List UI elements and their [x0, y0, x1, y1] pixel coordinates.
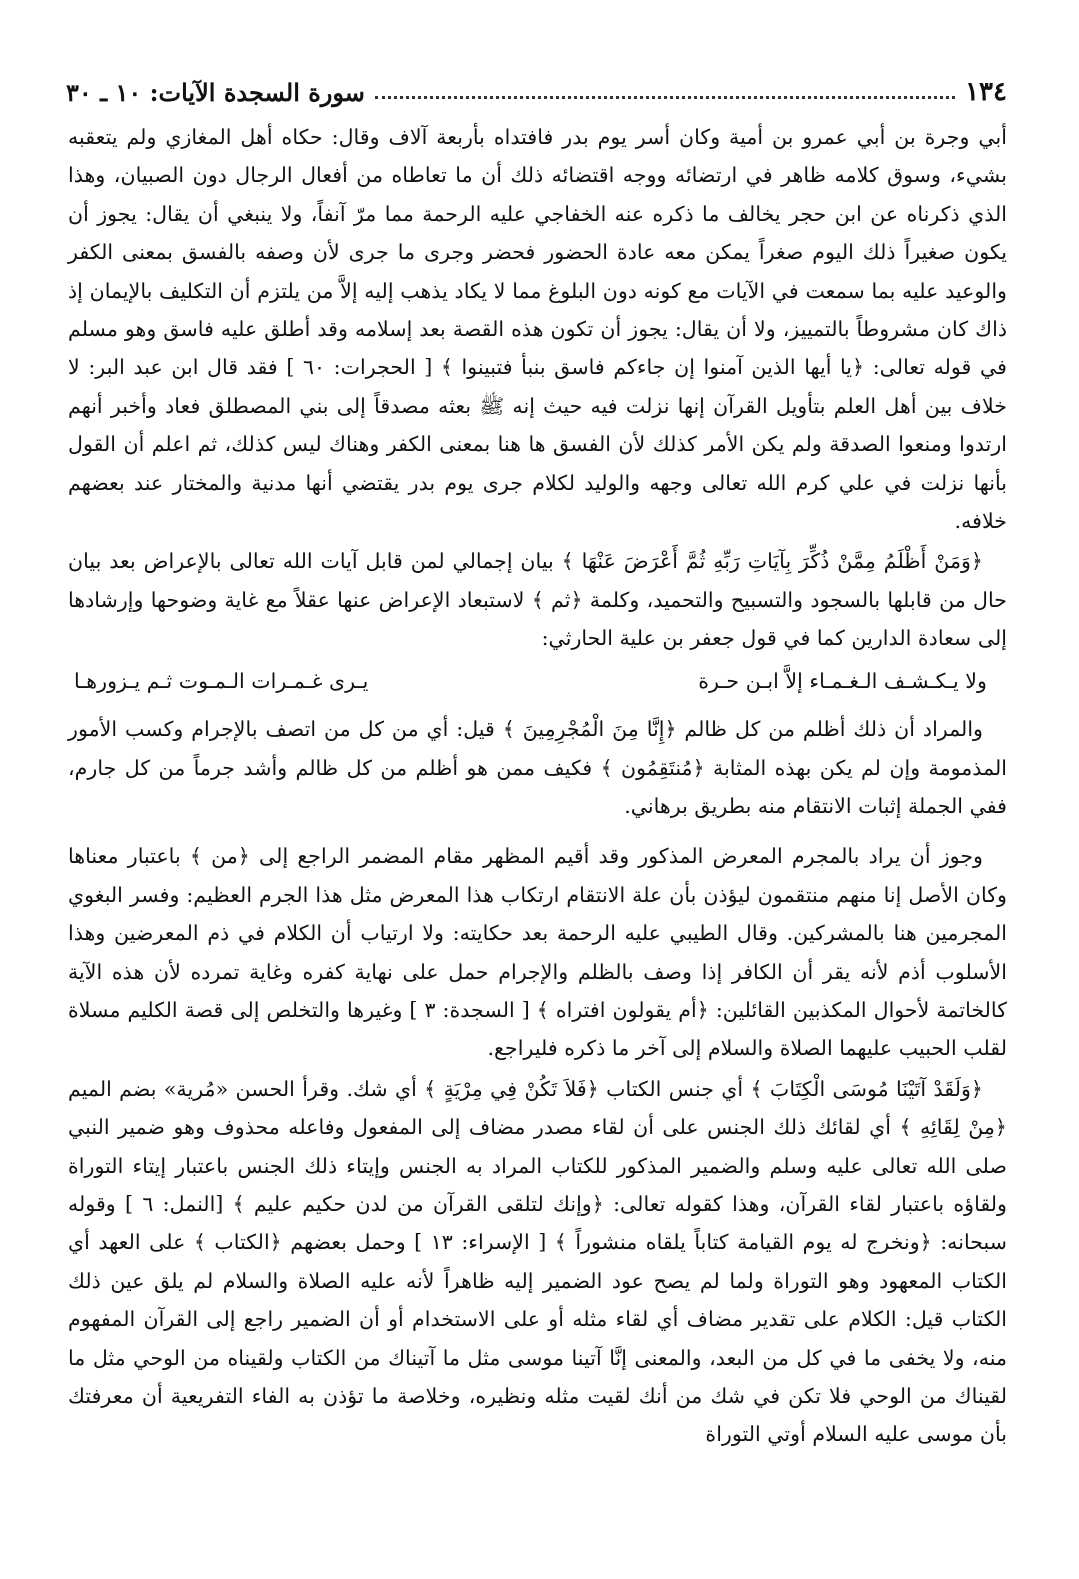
paragraph: أبي وجرة بن أبي عمرو بن أمية وكان أسر يوم بدر فافتداه بأربعة آلاف وقال: حكاه أهل المغازي ولم يتعقبه بشيء، وسوق كلامه ظاهر في ارتضائه ووجه اقتضائه ذلك أن ما تعاطاه من أفعال الرجال دون الصبيان، وهذا الذي ذكرناه عن ابن حجر يخالف ما ذكره عنه الخفاجي عليه الرحمة مما مرّ آنفاً، ولا ينبغي أن يقال: يجوز أن يكون صغيراً ذلك اليوم صغراً يمكن معه عادة الحضور فحضر وجرى ما جرى لأن وصفه بالفسق بمعنى الكفر والوعيد عليه بما سمعت في الآيات مع كونه دون البلوغ مما لا يكاد يذهب إليه إلاَّ من يلتزم أن التكليف بالإيمان إذ ذاك كان مشروطاً بالتمييز، ولا أن يقال: يجوز أن تكون هذه القصة بعد إسلامه وقد أطلق عليه فاسق وهو مسلم في قوله تعالى: ﴿يا أيها الذين آمنوا إن جاءكم فاسق بنبأ فتبينوا ﴾ [ الحجرات: ٦٠ ] فقد قال ابن عبد البر: لا خلاف بين أهل العلم بتأويل القرآن إنها نزلت فيه حيث إنه ﷺ بعثه مصدقاً إلى بني المصطلق فعاد وأخبر أنهم ارتدوا ومنعوا الصدقة ولم يكن الأمر كذلك لأن الفسق ها هنا بمعنى الكفر وهناك ليس كذلك، ثم اعلم أن القول بأنها نزلت في علي كرم الله تعالى وجهه والوليد لكلام جرى يوم بدر يقتضي أنها مدنية والمختار عند بعضهم خلافه.: [68, 125, 1007, 534]
paragraph: ﴿وَمَنْ أَظْلَمُ مِمَّنْ ذُكِّرَ بِآيَاتِ رَبِّهِ ثُمَّ أَعْرَضَ عَنْهَا ﴾ بيان إجمالي لمن قابل آيات الله تعالى بالإعراض بعد بيان حال من قابلها بالسجود والتسبيح والتحميد، وكلمة ﴿ثم ﴾ لاستبعاد الإعراض عنها عقلاً مع غاية وضوحها وإرشادها إلى سعادة الدارين كما في قول جعفر بن علية الحارثي:: [68, 549, 1007, 651]
page-number: ١٣٤: [965, 77, 1007, 107]
verse-second-hemistich: يـرى غـمـرات الـمـوت ثـم يـزورهـا: [74, 668, 369, 693]
page-body: [68, 118, 1007, 1454]
poetry-verse: [68, 662, 1007, 700]
verse-first-hemistich: ولا يـكـشـف الـغـمـاء إلاَّ ابـن حـرة: [698, 668, 987, 693]
paragraph: وجوز أن يراد بالمجرم المعرض المذكور وقد أقيم المظهر مقام المضمر الراجع إلى ﴿من ﴾ باعتبار معناها وكان الأصل إنا منهم منتقمون ليؤذن بأن علة الانتقام ارتكاب هذا المعرض مثل هذا الجرم العظيم: وفسر البغوي المجرمين هنا بالمشركين. وقال الطيبي عليه الرحمة بعد حكايته: ولا ارتياب أن الكلام في ذم المعرضين وهذا الأسلوب أذم لأنه يقر أن الكافر إذا وصف بالظلم والإجرام حمل على نهاية كفره وغاية تمرده لأن هذه الآية كالخاتمة لأحوال المكذبين القائلين: ﴿أم يقولون افتراه ﴾ [ السجدة: ٣ ] وغيرها والتخلص إلى قصة الكليم مسلاة لقلب الحبيب عليهما الصلاة والسلام إلى آخر ما ذكره فليراجع.: [68, 844, 1007, 1061]
leader-dots: [375, 96, 955, 99]
paragraph: ﴿وَلَقَدْ آتَيْنَا مُوسَى الْكِتَابَ ﴾ أي جنس الكتاب ﴿فَلاَ تَكُنْ فِي مِرْيَةٍ ﴾ أي شك. وقرأ الحسن «مُرية» بضم الميم ﴿مِنْ لِقَائِهِ ﴾ أي لقائك ذلك الجنس على أن لقاء مصدر مضاف إلى المفعول وفاعله محذوف وهو ضمير النبي صلى الله تعالى عليه وسلم والضمير المذكور للكتاب المراد به الجنس وإيتاء ذلك الجنس باعتبار إيتاء التوراة ولقاؤه باعتبار لقاء القرآن، وهذا كقوله تعالى: ﴿وإنك لتلقى القرآن من لدن حكيم عليم ﴾ [النمل: ٦ ] وقوله سبحانه: ﴿ونخرج له يوم القيامة كتاباً يلقاه منشوراً ﴾ [ الإسراء: ١٣ ] وحمل بعضهم ﴿الكتاب ﴾ على العهد أي الكتاب المعهود وهو التوراة ولما لم يصح عود الضمير إليه ظاهراً لأنه عليه الصلاة والسلام لم يلق عين ذلك الكتاب قيل: الكلام على تقدير مضاف أي لقاء مثله أو على الاستخدام أو أن الضمير راجع إلى القرآن المفهوم منه، ولا يخفى ما في كل من البعد، والمعنى إنَّا آتينا موسى مثل ما آتيناك من الكتاب ولقيناه من الوحي مثل ما لقيناك من الوحي فلا تكن في شك من أنك لقيت مثله ونظيره، وخلاصة ما تؤذن به الفاء التفريعية أن معرفتك بأن موسى عليه السلام أوتي التوراة: [68, 1076, 1007, 1447]
paragraph: والمراد أن ذلك أظلم من كل ظالم ﴿إِنَّا مِنَ الْمُجْرِمِينَ ﴾ قيل: أي من كل من اتصف بالإجرام وكسب الأمور المذمومة وإن لم يكن بهذه المثابة ﴿مُنتَقِمُون ﴾ فكيف ممن هو أظلم من كل ظالم وأشد جرماً من كل جارم، ففي الجملة إثبات الانتقام منه بطريق برهاني.: [68, 717, 1007, 818]
running-title: سورة السجدة الآيات: ١٠ ـ ٣٠: [66, 77, 365, 107]
running-header: [66, 76, 1007, 108]
